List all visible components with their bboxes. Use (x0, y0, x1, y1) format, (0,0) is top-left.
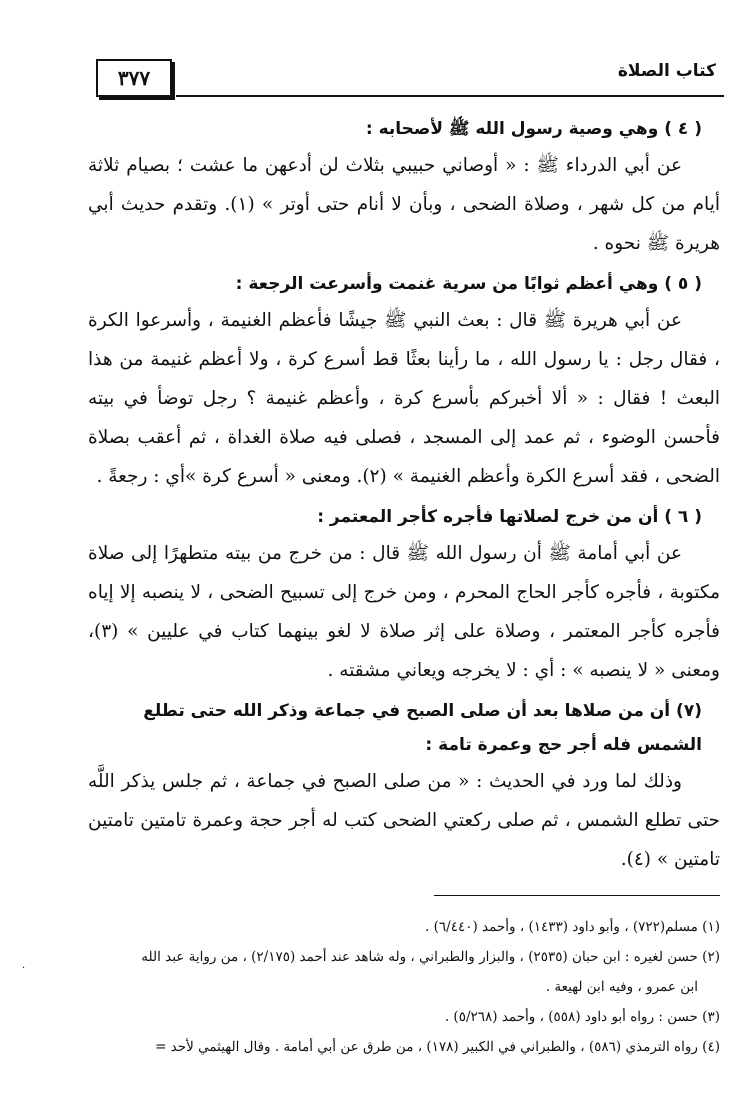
margin-mark: · (22, 963, 26, 974)
page-number-box (96, 59, 172, 97)
footnote: (٤) رواه الترمذي (٥٨٦) ، والطبراني في الكبير (١٧٨) ، من طرق عن أبي أمامة . وقال الهيثمي لأحد = (155, 1039, 720, 1055)
header-rule (176, 95, 724, 97)
footnote: (٢) حسن لغيره : ابن حبان (٢٥٣٥) ، والبزار والطبراني ، وله شاهد عند أحمد (٢/١٧٥) ، من رواية عبد الله (141, 949, 720, 965)
footnote-continuation: ابن عمرو ، وفيه ابن لهيعة . (545, 979, 698, 995)
footnote: (١) مسلم(٧٢٢) ، وأبو داود (١٤٣٣) ، وأحمد (٦/٤٤٠) . (425, 919, 720, 935)
section-title: ( ٦ ) أن من خرج لصلاتها فأجره كأجر المعتمر : (317, 507, 702, 527)
section-title: ( ٥ ) وهي أعظم ثوابًا من سرية غنمت وأسرعت الرجعة : (235, 274, 702, 294)
footnote: (٣) حسن : رواه أبو داود (٥٥٨) ، وأحمد (٥/٢٦٨) . (444, 1009, 720, 1025)
footnote-rule (434, 895, 720, 896)
paragraph: عن أبي الدرداء ﷺ : « أوصاني حبيبي بثلاث لن أدعهن ما عشت ؛ بصيام ثلاثة أيام من كل شهر ، وصلاة الضحى ، وبأن لا أنام حتى أوتر » (١). وتقدم حديث أبي هريرة ﷺ نحوه . (88, 155, 720, 254)
section-6 (88, 500, 720, 690)
main-text (88, 108, 720, 879)
running-head-title: كتاب الصلاة (617, 61, 716, 81)
section-title: ( ٤ ) وهي وصية رسول الله ﷺ لأصحابه : (365, 119, 702, 139)
paragraph: عن أبي هريرة ﷺ قال : بعث النبي ﷺ جيشًا فأعظم الغنيمة ، وأسرعوا الكرة ، فقال رجل : يا رسول الله ، ما رأينا بعثًا قط أسرع كرة ، ولا أعظم غنيمة من هذا البعث ! فقال : « ألا أخبركم بأسرع كرة ، وأعظم غنيمة ؟ رجل توضأ في بيته فأحسن الوضوء ، ثم عمد إلى المسجد ، فصلى فيه صلاة الغداة ، ثم أعقب بصلاة الضحى ، فقد أسرع الكرة وأعظم الغنيمة » (٢). ومعنى « أسرع كرة »أي : رجعةً . (88, 310, 720, 487)
section-5 (88, 267, 720, 496)
page-number: ٣٧٧ (117, 66, 151, 90)
page-header (88, 55, 724, 99)
paragraph: عن أبي أمامة ﷺ أن رسول الله ﷺ قال : من خرج من بيته متطهرًا إلى صلاة مكتوبة ، فأجره كأجر الحاج المحرم ، ومن خرج إلى تسبيح الضحى ، لا ينصبه إلا إياه فأجره كأجر المعتمر ، وصلاة على إثر صلاة لا لغو بينهما كتاب في عليين » (٣)، ومعنى « لا ينصبه » : أي : لا يخرجه ويعاني مشقته . (88, 543, 720, 681)
section-7 (88, 694, 720, 879)
section-4 (88, 112, 720, 263)
paragraph: وذلك لما ورد في الحديث : « من صلى الصبح في جماعة ، ثم جلس يذكر اللَّه حتى تطلع الشمس ، ثم صلى ركعتي الضحى كتب له أجر حجة وعمرة تامتين تامتين تامتين » (٤). (88, 771, 720, 870)
footnotes (48, 912, 720, 1062)
section-title: (٧) أن من صلاها بعد أن صلى الصبح في جماعة وذكر الله حتى تطلع الشمس فله أجر حج وعمرة تامة : (143, 701, 702, 755)
